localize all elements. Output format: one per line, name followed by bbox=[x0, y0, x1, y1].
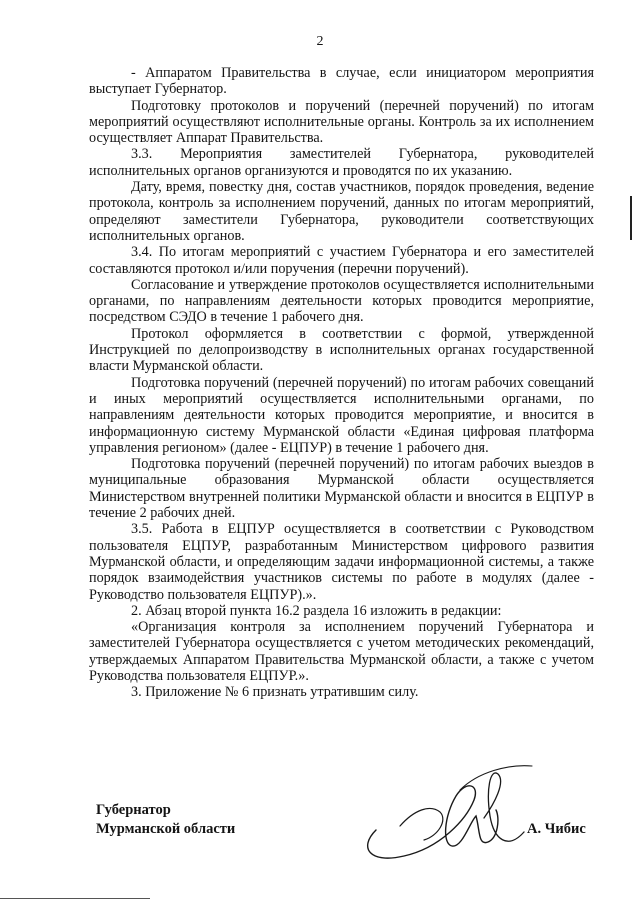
paragraph: Подготовку протоколов и поручений (перечней поручений) по итогам мероприятий осуществляют исполнительные органы. Контроль за их исполнением осуществляет Аппарат Правительства. bbox=[89, 97, 594, 147]
paragraph: Дату, время, повестку дня, состав участников, порядок проведения, ведение протокола, контроль за исполнением поручений, данных по итогам мероприятий, определяют заместители Губернатора, руководители соответствующих исполнительных органов. bbox=[89, 179, 594, 244]
footer-rule bbox=[0, 898, 150, 899]
paragraph: Согласование и утверждение протоколов осуществляется исполнительными органами, по направлениям деятельности которых проводится мероприятие, посредством СЭДО в течение 1 рабочего дня. bbox=[89, 276, 594, 326]
document-body bbox=[89, 65, 594, 701]
page-number: 2 bbox=[316, 34, 324, 49]
signatory-title bbox=[96, 801, 235, 839]
paragraph: 2. Абзац второй пункта 16.2 раздела 16 изложить в редакции: bbox=[131, 602, 502, 619]
paragraph: «Организация контроля за исполнением поручений Губернатора и заместителей Губернатора осуществляется с учетом методических рекомендаций, утверждаемых Аппаратом Правительства Мурманской области, а также с учетом Руководства пользователя ЕЦПУР.». bbox=[89, 619, 594, 684]
paragraph: 3.4. По итогам мероприятий с участием Губернатора и его заместителей составляются протокол и/или поручения (перечни поручений). bbox=[89, 244, 594, 277]
paragraph: Подготовка поручений (перечней поручений) по итогам рабочих выездов в муниципальные образования Мурманской области осуществляется Министерством внутренней политики Мурманской области и вносится в ЕЦПУР в течение 2 рабочих дней. bbox=[89, 456, 594, 522]
handwritten-signature bbox=[348, 760, 538, 870]
signatory-title-line: Губернатор bbox=[96, 802, 171, 818]
signatory-title-line: Мурманской области bbox=[96, 821, 236, 837]
margin-mark bbox=[630, 196, 632, 240]
paragraph: 3. Приложение № 6 признать утратившим силу. bbox=[131, 684, 419, 701]
paragraph: Протокол оформляется в соответствии с формой, утвержденной Инструкцией по делопроизводству в исполнительных органах государственной власти Мурманской области. bbox=[89, 325, 594, 375]
paragraph: Подготовка поручений (перечней поручений) по итогам рабочих совещаний и иных мероприятий осуществляется исполнительными органами, по направлениям деятельности которых проводится мероприятие, и вносится в информационную систему Мурманской области «Единая цифровая платформа управления регионом» (далее - ЕЦПУР) в течение 1 рабочего дня. bbox=[89, 374, 594, 456]
signatory-name: А. Чибис bbox=[527, 821, 586, 837]
paragraph: 3.5. Работа в ЕЦПУР осуществляется в соответствии с Руководством пользователя ЕЦПУР, разработанным Министерством цифрового развития Мурманской области, и определяющим задачи информационной системы, а также порядок взаимодействия участников системы по работе в модулях (далее - Руководство пользователя ЕЦПУР).». bbox=[89, 521, 594, 603]
paragraph: 3.3. Мероприятия заместителей Губернатора, руководителей исполнительных органов организуются и проводятся по их указанию. bbox=[89, 146, 594, 179]
paragraph: - Аппаратом Правительства в случае, если инициатором мероприятия выступает Губернатор. bbox=[89, 65, 594, 98]
